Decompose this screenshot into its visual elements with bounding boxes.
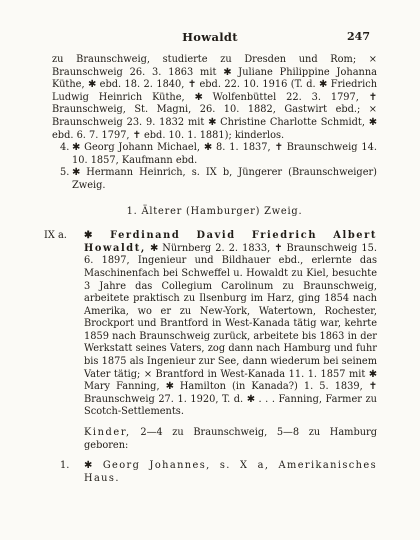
running-title: Howaldt bbox=[182, 30, 238, 44]
item-text: ✱ Georg Johann Michael, ✱ 8. 1. 1837, ✝ Braunschweig 14. 10. 1857, Kaufmann ebd. bbox=[72, 142, 377, 166]
item-number: 1. bbox=[60, 460, 70, 472]
children-intro bbox=[52, 427, 377, 452]
children-lead: Kinder, bbox=[84, 427, 131, 439]
page-number: 247 bbox=[347, 30, 370, 43]
item-number: 5. bbox=[60, 167, 70, 179]
page-header bbox=[0, 30, 420, 46]
item-text: ✱ Georg Johannes, s. X a, Amerikanisches Haus. bbox=[84, 460, 377, 484]
generation-label: IX a. bbox=[44, 230, 67, 242]
entry-text: ✱ Nürnberg 2. 2. 1833, ✝ Braunschweig 15. 6. 1897, Ingenieur und Bildhauer ebd., erlernte das Maschinenfach bei Schweffel u. Howaldt zu Kiel, besuchte 3 Jahre das Collegium Carolinum zu Braunschweig, arbeitete praktisch zu Ilsenburg im Harz, ging 1854 nach Amerika, wo er zu New-York, Watertown, Rochester, Brockport und Brantford in West-Kanada tätig war, kehrte 1859 nach Braunschweig zurück, arbeitete bis 1863 in der Werkstatt seines Vaters, zog dann nach Hamburg und fuhr bis 1875 als Ingenieur zur See, dann wiederum bei seinem Vater tätig; ⨯ Brantford in West-Kanada 11. 1. 1857 mit ✱ Mary Fanning, ✱ Hamilton (in Kanada?) 1. 5. 1839, ✝ Braunschweig 27. 1. 1920, T. d. ✱ . . . Fanning, Farmer zu Scotch-Settlements. bbox=[84, 242, 377, 418]
children-text: 2—4 zu Braunschweig, 5—8 zu Hamburg geboren: bbox=[84, 427, 377, 451]
continued-paragraph: zu Braunschweig, studierte zu Dresden und Rom; ⨯ Braunschweig 26. 3. 1863 mit ✱ Juliane Philippine Johanna Küthe, ✱ ebd. 18. 2. 1840, ✝ ebd. 22. 10. 1916 (T. d. ✱ Friedrich Ludwig Heinrich Küthe, ✱ Wolfenbüttel 22. 3. 1797, ✝ Braunschweig, St. Magni, 26. 10. 1882, Gastwirt ebd.; ⨯ Braunschweig 23. 9. 1832 mit ✱ Christine Charlotte Schmidt, ✱ ebd. 6. 7. 1797, ✝ ebd. 10. 1. 1881); kinderlos. bbox=[52, 54, 377, 141]
child-item-1 bbox=[52, 460, 377, 485]
list-item-5 bbox=[52, 167, 377, 192]
item-number: 4. bbox=[60, 142, 70, 154]
section-heading: 1. Älterer (Hamburger) Zweig. bbox=[126, 205, 303, 217]
list-item-4 bbox=[52, 142, 377, 167]
genealogy-entry bbox=[44, 230, 377, 419]
page-body bbox=[44, 54, 377, 485]
person-name: ✱ Ferdinand David Friedrich Albert Howaldt, bbox=[84, 230, 377, 254]
item-text: ✱ Hermann Heinrich, s. IX b, Jüngerer (Braunschweiger) Zweig. bbox=[72, 167, 377, 191]
